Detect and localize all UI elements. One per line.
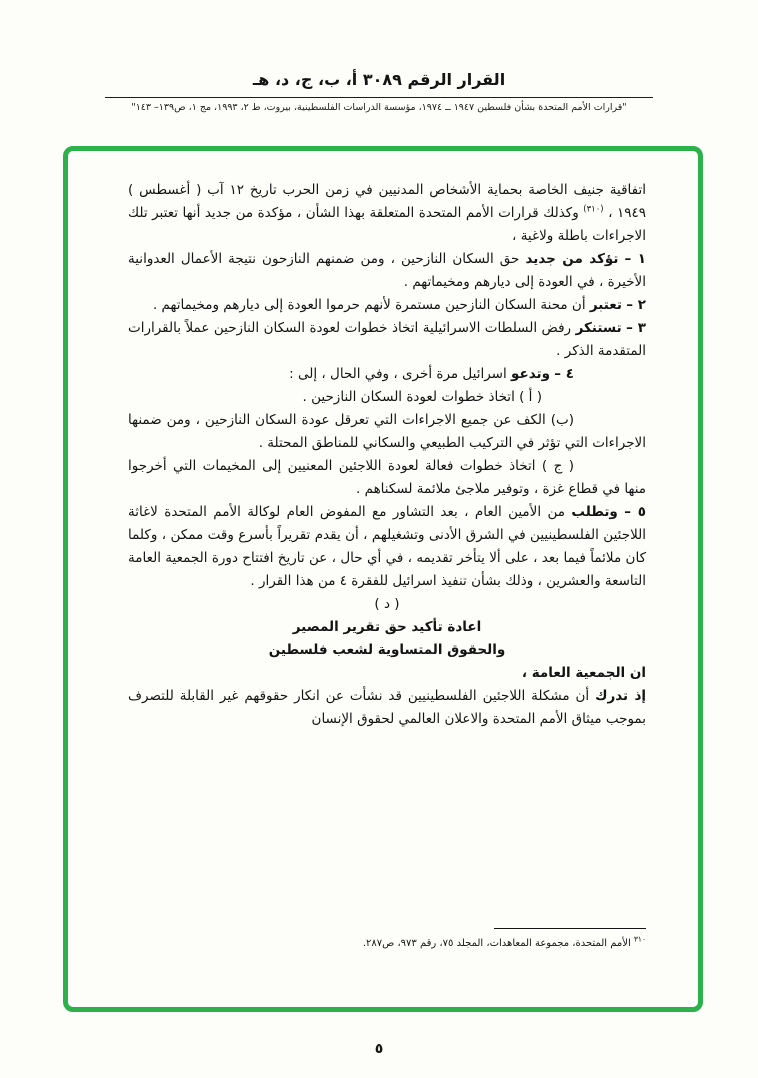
clause-1-verb: تؤكد من جديد (525, 251, 619, 267)
clause-5-number: ٥ – (624, 504, 647, 520)
clause-1-number: ١ – (624, 251, 646, 267)
subclause-c-text: اتخاذ خطوات فعالة لعودة اللاجئين المعنيين إلى المخيمات التي أخرجوا منها في قطاع غزة ، وتوفير ملاجئ ملائمة لسكناهم . (128, 458, 646, 497)
clause-4-text: اسرائيل مرة أخرى ، وفي الحال ، إلى : (289, 366, 507, 382)
section-d-paragraph (128, 685, 646, 731)
header-divider (105, 97, 653, 98)
page-number: ٥ (374, 1041, 384, 1057)
subclause-b-marker: (ب) (550, 412, 574, 428)
subclause-b (128, 409, 646, 455)
clause-3 (128, 317, 646, 363)
page-title: القرار الرقم ٣٠٨٩ أ، ب، ج، د، هـ (252, 70, 506, 89)
section-d-paragraph-text: أن مشكلة اللاجئين الفلسطينيين قد نشأت عن انكار حقوقهم غير القابلة للتصرف بموجب ميثاق الأمم المتحدة والاعلان العالمي لحقوق الإنسان (128, 688, 646, 727)
subclause-a (128, 386, 646, 409)
section-d-title-line2: والحقوق المتساوية لشعب فلسطين (268, 642, 506, 658)
clause-5-verb: وتطلب (571, 504, 618, 520)
subclause-a-marker: ( أ ) (519, 389, 542, 405)
clause-2 (128, 294, 646, 317)
clause-5 (128, 501, 646, 593)
resolution-text (128, 179, 646, 731)
intro-text-1: اتفاقية جنيف الخاصة بحماية الأشخاص المدنيين في زمن الحرب تاريخ ١٢ آب ( أغسطس ) ١٩٤٩ ، (128, 182, 647, 221)
subclause-c-marker: ( ج ) (541, 458, 574, 474)
clause-4-number: ٤ – (554, 366, 574, 382)
source-citation: "قرارات الأمم المتحدة بشأن فلسطين ١٩٤٧ ــ ١٩٧٤، مؤسسة الدراسات الفلسطينية، بيروت، ط ٢، ١٩٩٣، مج ١، ص١٣٩– ١٤٣" (131, 102, 627, 113)
paragraph-intro (128, 179, 646, 248)
footnote-reference-mark: (٣١٠) (583, 204, 604, 215)
footnote-divider (494, 928, 646, 929)
footnote-text: الأمم المتحدة، مجموعة المعاهدات، المجلد ٧٥، رقم ٩٧٣، ص٢٨٧. (362, 938, 631, 949)
clause-2-number: ٢ – (626, 297, 646, 313)
subclause-b-text: الكف عن جميع الاجراءات التي تعرقل عودة السكان النازحين ، ومن ضمنها الاجراءات التي تؤثر في التركيب الطبيعي والسكاني للمناطق المحتلة . (128, 412, 646, 451)
clause-5-text: من الأمين العام ، بعد التشاور مع المفوض العام لوكالة الأمم المتحدة لاغاثة اللاجئين الفلسطينيين في الشرق الأدنى وتشغيلهم ، أن يقدم تقريراً بأسرع وقت ممكن ، وكلما كان ملائماً فيما بعد ، على ألا يتأخر تقديمه ، في أي حال ، عن تاريخ افتتاح دورة الجمعية العامة التاسعة والعشرين ، وذلك بشأن تنفيذ اسرائيل للفقرة ٤ من هذا القرار . (128, 504, 646, 589)
clause-4-verb: وتدعو (511, 366, 550, 382)
section-d-title-line1: اعادة تأكيد حق تقرير المصير (292, 619, 482, 635)
clause-3-text: رفض السلطات الاسرائيلية اتخاذ خطوات لعودة السكان النازحين عملاً بالقرارات المتقدمة الذكر . (128, 320, 646, 359)
clause-2-verb: تعتبر (589, 297, 622, 313)
subclause-c (128, 455, 646, 501)
clause-1-text: حق السكان النازحين ، ومن ضمنهم النازحون نتيجة الأعمال العدوانية الأخيرة ، في العودة إلى ديارهم ومخيماتهم . (128, 251, 646, 290)
clause-3-verb: تستنكر (575, 320, 622, 336)
clause-1 (128, 248, 646, 294)
section-d-marker: ( د ) (374, 596, 400, 612)
clause-3-number: ٣ – (626, 320, 647, 336)
document-header (0, 70, 758, 113)
section-d-paragraph-lead: إذ تدرك (595, 688, 646, 704)
footnote-block (128, 928, 646, 951)
footnote-text-line (128, 934, 646, 951)
section-d-opening: ان الجمعية العامة ، (521, 665, 646, 681)
footnote-number: ٣١٠ (633, 934, 646, 944)
clause-4 (128, 363, 646, 386)
content-frame (63, 146, 703, 1012)
subclause-a-text: اتخاذ خطوات لعودة السكان النازحين . (302, 389, 515, 405)
intro-text-2: وكذلك قرارات الأمم المتحدة المتعلقة بهذا الشأن ، مؤكدة من جديد أنها تعتبر تلك الاجراءات باطلة ولاغية ، (128, 205, 646, 244)
clause-2-text: أن محنة السكان النازحين مستمرة لأنهم حرموا العودة إلى ديارهم ومخيماتهم . (152, 297, 586, 313)
